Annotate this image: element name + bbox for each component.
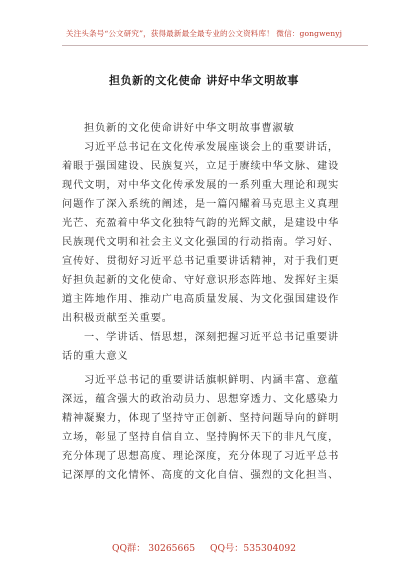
header-divider (62, 45, 368, 46)
body-line: 深远，蕴含强大的政治动员力、思想穿透力、文化感染力 (62, 394, 340, 405)
footer-qq-group: QQ群： 30265665 (111, 543, 196, 554)
body-line: 问题作了深入系统的阐述，是一篇闪耀着马克思主义真理 (62, 199, 340, 210)
footer-qq: QQ号：535304092 (209, 543, 297, 554)
body-line: 习近平总书记的重要讲话旗帜鲜明、内涵丰富、意蕴 (84, 375, 340, 386)
body-line: 出积极贡献至关重要。 (62, 313, 173, 324)
body-line: 民族现代文明和社会主义文化强国的行动指南。学习好、 (62, 237, 340, 248)
body-line: 宣传好、贯彻好习近平总书记重要讲话精神，对于我们更 (62, 256, 340, 267)
section-heading: 话的重大意义 (62, 351, 129, 362)
header-banner: 关注头条号“公文研究”，获得最新最全最专业的公文资料库！ 微信：gongwenyj (65, 29, 343, 38)
section-heading: 一、学讲话、悟思想，深刻把握习近平总书记重要讲 (84, 332, 340, 343)
body-line: 好担负起新的文化使命、守好意识形态阵地、发挥好主渠 (62, 275, 340, 286)
body-line: 充分体现了思想高度、理论深度，充分体现了习近平总书 (62, 451, 340, 462)
body-line: 光芒、充盈着中华文化独特气韵的光辉文献，是建设中华 (62, 218, 340, 229)
body-line: 现代文明，对中华文化传承发展的一系列重大理论和现实 (62, 180, 340, 191)
body-line: 记深厚的文化情怀、高度的文化自信、强烈的文化担当、 (62, 470, 340, 481)
body-line: 着眼于强国建设、民族复兴，立足于赓续中华文脉、建设 (62, 161, 340, 172)
body-line: 习近平总书记在文化传承发展座谈会上的重要讲话， (84, 142, 340, 153)
body-line: 担负新的文化使命讲好中华文明故事曹淑敏 (84, 123, 295, 134)
body-line: 道主阵地作用、推动广电高质量发展、为文化强国建设作 (62, 294, 340, 305)
document-title: 担负新的文化使命 讲好中华文明故事 (108, 74, 300, 87)
footer-contact (0, 540, 408, 554)
body-line: 精神凝聚力，体现了坚持守正创新、坚持问题导向的鲜明 (62, 413, 340, 424)
body-line: 立场，彰显了坚持自信自立、坚持胸怀天下的非凡气度， (62, 432, 340, 443)
